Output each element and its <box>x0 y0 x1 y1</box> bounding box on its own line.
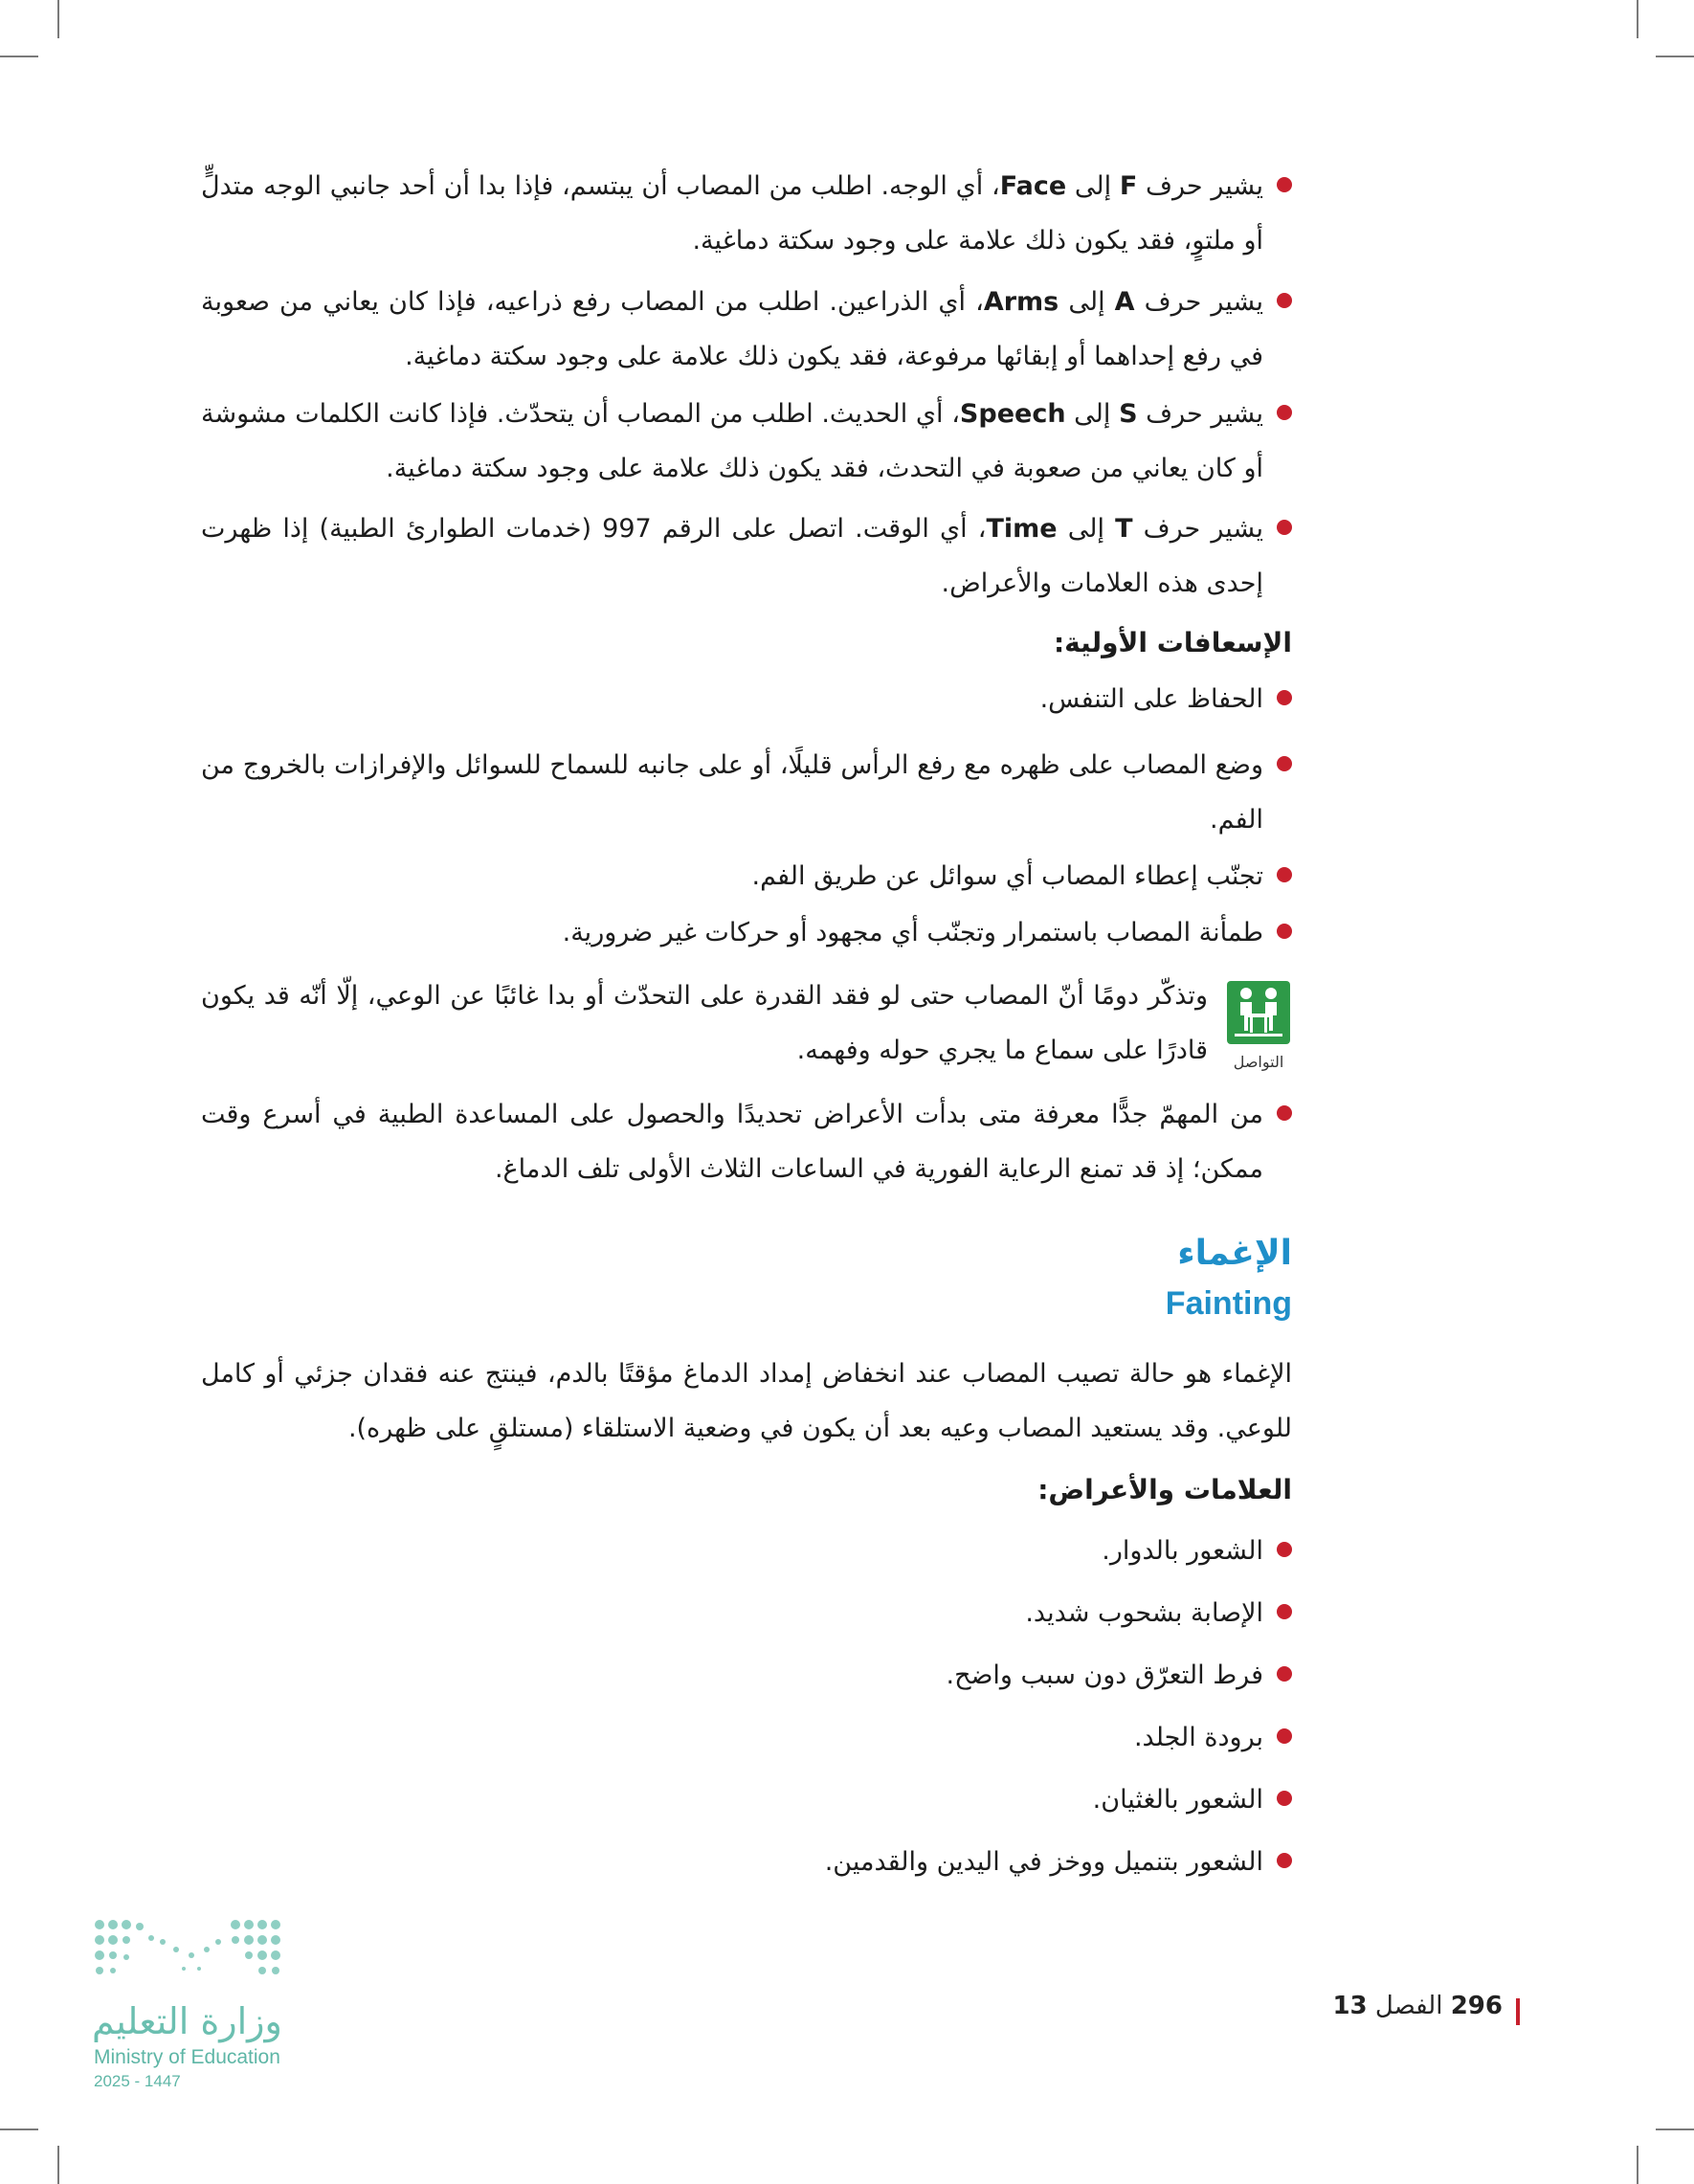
stroke-item-t: يشير حرف T إلى Time، أي الوقت. اتصل على الرقم 997 (خدمات الطوارئ الطبية) إذا ظهرت إحدى هذه العلامات والأعراض. <box>201 501 1292 611</box>
chapter-number: 13 <box>1332 1992 1368 2020</box>
first-aid-item: وضع المصاب على ظهره مع رفع الرأس قليلًا، أو على جانبه للسماح للسوائل والإفرازات بالخروج من الفم. <box>201 738 1292 847</box>
bullet <box>1277 405 1292 420</box>
bullet <box>1277 924 1292 939</box>
sign-item: فرط التعرّق دون سبب واضح. <box>201 1648 1292 1703</box>
bullet <box>1277 177 1292 192</box>
bullet <box>1277 520 1292 535</box>
chapter-label: الفصل <box>1374 1992 1443 2020</box>
signs-heading: العلامات والأعراض: <box>1037 1474 1292 1505</box>
bullet <box>1277 1728 1292 1744</box>
first-aid-heading: الإسعافات الأولية: <box>1053 627 1292 658</box>
sign-item: الشعور بالغثيان. <box>201 1772 1292 1827</box>
crop-mark <box>1656 2128 1694 2130</box>
bullet <box>1277 1666 1292 1682</box>
fainting-intro: الإغماء هو حالة تصيب المصاب عند انخفاض إمداد الدماغ مؤقتًا بالدم، فينتج عنه فقدان جزئي أو كامل للوعي. وقد يستعيد المصاب وعيه بعد أن يكون في وضعية الاستلقاء (مستلقٍ على ظهره). <box>201 1359 1292 1443</box>
page-number: 296 <box>1450 1992 1503 2020</box>
sign-item: الشعور بتنميل ووخز في اليدين والقدمين. <box>201 1835 1292 1889</box>
ministry-name-ar: وزارة التعليم <box>92 2000 282 2042</box>
bullet <box>1277 1791 1292 1806</box>
first-aid-item: من المهمّ جدًّا معرفة متى بدأت الأعراض تحديدًا والحصول على المساعدة الطبية في أسرع وقت ممكن؛ إذ قد تمنع الرعاية الفورية في الساعات الثلاث الأولى تلف الدماغ. <box>201 1087 1292 1196</box>
bullet <box>1277 756 1292 771</box>
stroke-item-f: يشير حرف F إلى Face، أي الوجه. اطلب من المصاب أن يبتسم، فإذا بدا أن أحد جانبي الوجه متدلٍّ أو ملتوٍ، فقد يكون ذلك علامة على وجود سكتة دماغية. <box>201 159 1292 268</box>
crop-mark <box>0 2128 38 2130</box>
stroke-item-s: يشير حرف S إلى Speech، أي الحديث. اطلب من المصاب أن يتحدّث. فإذا كانت الكلمات مشوشة أو كان يعاني من صعوبة في التحدث، فقد يكون ذلك علامة على وجود سكتة دماغية. <box>201 387 1292 496</box>
crop-mark <box>57 0 59 38</box>
ministry-logo-dots-icon <box>92 1917 302 1984</box>
sign-item: الإصابة بشحوب شديد. <box>201 1586 1292 1640</box>
stroke-item-a: يشير حرف A إلى Arms، أي الذراعين. اطلب من المصاب رفع ذراعيه، فإذا كان يعاني من صعوبة في رفع إحداهما أو إبقائها مرفوعة، فقد يكون ذلك علامة على وجود سكتة دماغية. <box>201 275 1292 384</box>
section-title-en: Fainting <box>1165 1285 1292 1322</box>
crop-mark <box>1637 2146 1638 2184</box>
sign-item: الشعور بالدوار. <box>201 1524 1292 1578</box>
first-aid-item: تجنّب إعطاء المصاب أي سوائل عن طريق الفم. <box>201 849 1292 903</box>
crop-mark <box>57 2146 59 2184</box>
first-aid-item: الحفاظ على التنفس. <box>201 672 1292 726</box>
crop-mark <box>0 56 38 57</box>
crop-mark <box>1656 56 1694 57</box>
communication-label: التواصل <box>1233 1053 1284 1071</box>
first-aid-item: طمأنة المصاب باستمرار وتجنّب أي مجهود أو حركات غير ضرورية. <box>201 905 1292 960</box>
section-title-ar: الإغماء <box>1177 1234 1292 1273</box>
bullet <box>1277 867 1292 882</box>
ministry-year: 2025 - 1447 <box>94 2072 181 2090</box>
bullet <box>1277 1853 1292 1868</box>
footer-divider <box>1516 1998 1520 2025</box>
bullet <box>1277 293 1292 308</box>
crop-mark <box>1637 0 1638 38</box>
first-aid-note: وتذكّر دومًا أنّ المصاب حتى لو فقد القدرة على التحدّث أو بدا غائبًا عن الوعي، إلّا أنّه قد يكون قادرًا على سماع ما يجري حوله وفهمه. <box>201 981 1208 1065</box>
bullet <box>1277 690 1292 705</box>
sign-item: برودة الجلد. <box>201 1710 1292 1765</box>
bullet <box>1277 1542 1292 1557</box>
page-footer <box>1332 1992 1503 2020</box>
ministry-name-en: Ministry of Education <box>94 2046 280 2068</box>
bullet <box>1277 1604 1292 1619</box>
bullet <box>1277 1105 1292 1121</box>
